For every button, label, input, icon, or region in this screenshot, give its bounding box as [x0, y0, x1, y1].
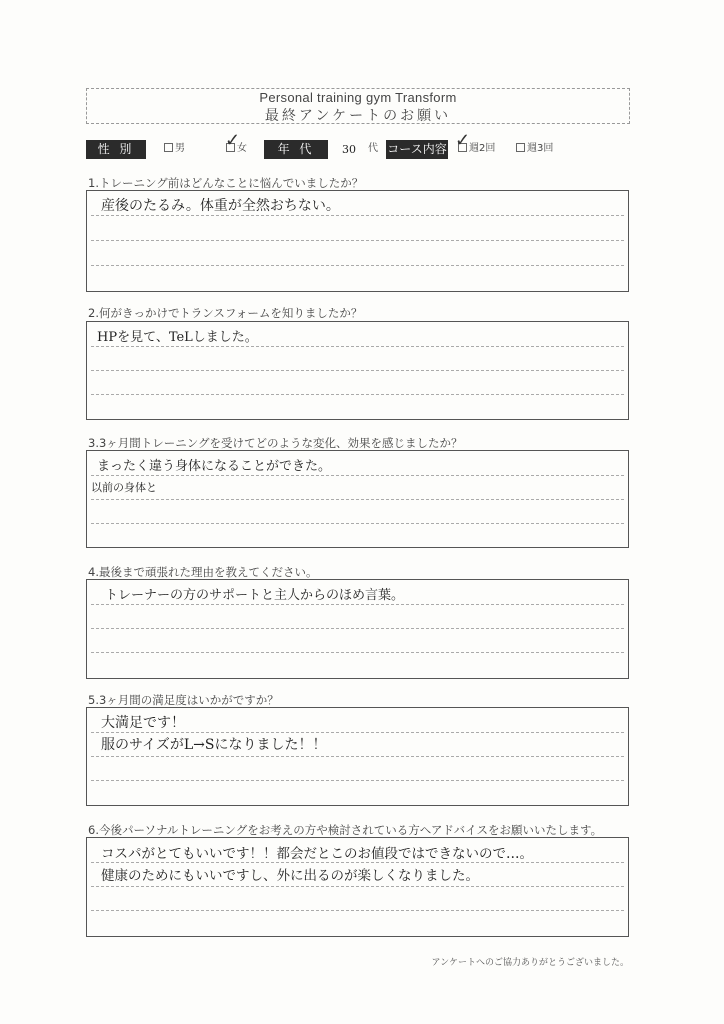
- answer-box-1[interactable]: [86, 190, 629, 292]
- ruled-line: [91, 475, 624, 476]
- ruled-line: [91, 523, 624, 524]
- ruled-line: [91, 628, 624, 629]
- ruled-line: [91, 652, 624, 653]
- answer-1-line-1: 産後のたるみ。体重が全然おちない。: [101, 198, 340, 214]
- question-2-label: 2.何がきっかけでトランスフォームを知りましたか？: [88, 306, 363, 320]
- ruled-line: [91, 394, 624, 395]
- answer-box-6[interactable]: [86, 837, 629, 937]
- question-6-label: 6.今後パーソナルトレーニングをお考えの方や検討されている方へアドバイスをお願いいたします。: [88, 823, 603, 837]
- ruled-line: [91, 732, 624, 733]
- ruled-line: [91, 499, 624, 500]
- answer-box-3[interactable]: [86, 450, 629, 548]
- age-suffix: 代: [368, 143, 378, 154]
- gender-option-male[interactable]: [164, 142, 185, 156]
- ruled-line: [91, 756, 624, 757]
- footer-thanks: アンケートへのご協力ありがとうございました。: [431, 958, 629, 968]
- answer-box-4[interactable]: [86, 579, 629, 679]
- answer-3-line-1: まったく違う身体になることができた。: [97, 459, 332, 474]
- checkbox-thrice[interactable]: [516, 143, 525, 152]
- ruled-line: [91, 215, 624, 216]
- title-japanese: 最終アンケートのお願い: [264, 108, 452, 124]
- course-twice-text: 週2回: [469, 143, 496, 154]
- answer-6-line-2: 健康のためにもいいですし、外に出るのが楽しくなりました。: [101, 868, 479, 884]
- age-label: 年 代: [264, 140, 328, 159]
- checkbox-male[interactable]: [164, 143, 173, 152]
- answer-5-line-2: 服のサイズがL→Sになりました！！: [101, 737, 327, 753]
- answer-4-line-1: トレーナーの方のサポートと主人からのほめ言葉。: [105, 588, 405, 603]
- answer-6-line-1: コスパがとてもいいです！！都会だとこのお値段ではできないので…。: [101, 846, 533, 862]
- title-english: Personal training gym Transform: [259, 90, 457, 105]
- ruled-line: [91, 780, 624, 781]
- checkmark-female-icon: ✓: [225, 130, 241, 151]
- question-4-label: 4.最後まで頑張れた理由を教えてください。: [88, 565, 318, 579]
- respondent-info-row: [86, 130, 646, 160]
- answer-box-2[interactable]: [86, 321, 629, 420]
- ruled-line: [91, 265, 624, 266]
- gender-label: 性 別: [86, 140, 146, 159]
- ruled-line: [91, 370, 624, 371]
- gender-female-text: 女: [237, 143, 247, 154]
- gender-male-text: 男: [175, 143, 185, 154]
- ruled-line: [91, 240, 624, 241]
- answer-3-insertion: 以前の身体と: [91, 481, 157, 494]
- question-5-label: 5.3ヶ月間の満足度はいかがですか？: [88, 693, 279, 707]
- ruled-line: [91, 346, 624, 347]
- ruled-line: [91, 604, 624, 605]
- course-option-thrice[interactable]: [516, 142, 553, 156]
- question-3-label: 3.3ヶ月間トレーニングを受けてどのような変化、効果を感じましたか？: [88, 436, 463, 450]
- answer-2-line-1: HPを見て、TeLしました。: [97, 330, 258, 345]
- ruled-line: [91, 886, 624, 887]
- checkmark-twice-icon: ✓: [455, 130, 471, 151]
- age-value: 30: [342, 143, 356, 156]
- course-label: コース内容: [386, 140, 448, 159]
- answer-5-line-1: 大満足です！: [101, 715, 185, 731]
- survey-header: [86, 88, 630, 124]
- question-1-label: 1.トレーニング前はどんなことに悩んでいましたか？: [88, 176, 364, 190]
- ruled-line: [91, 910, 624, 911]
- ruled-line: [91, 862, 624, 863]
- course-thrice-text: 週3回: [527, 143, 554, 154]
- answer-box-5[interactable]: [86, 707, 629, 806]
